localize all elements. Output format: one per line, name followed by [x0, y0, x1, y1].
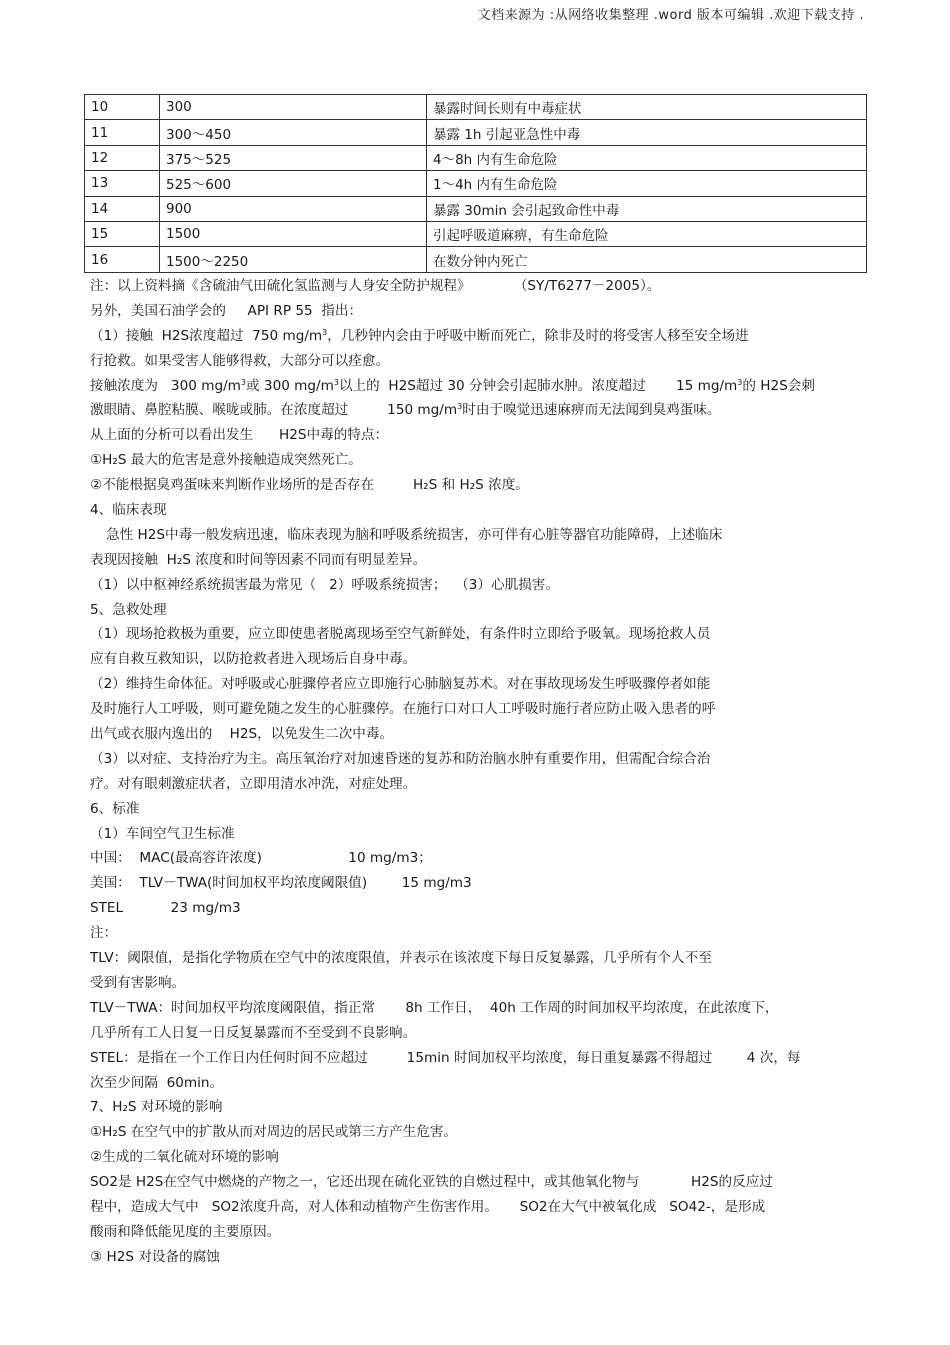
- toxicity-table: [84, 94, 867, 273]
- section-heading: 7、H₂S 对环境的影响: [90, 1099, 223, 1116]
- text-line: STEL 23 mg/m3: [90, 900, 241, 917]
- text-line: 几乎所有工人日复一日反复暴露而不至受到不良影响。: [90, 1024, 417, 1041]
- text-span: ，几秒钟内会由于呼吸中断而死亡，除非及时的将受害人移至安全场进: [327, 327, 749, 344]
- header-note: 文档来源为 :从网络收集整理 .word 版本可编辑 .欢迎下载支持 .: [477, 8, 864, 23]
- text-line: 注：: [90, 925, 118, 942]
- text-line: 出气或衣服内逸出的 H2S，以免发生二次中毒。: [90, 726, 394, 743]
- text-line: （1）现场抢救极为重要，应立即使患者脱离现场至空气新鲜处，有条件时立即给予吸氧。现场抢救人员: [90, 626, 711, 643]
- text-line: 受到有害影响。: [90, 974, 186, 991]
- text-line: ②不能根据臭鸡蛋味来判断作业场所的是否存在 H₂S 和 H₂S 浓度。: [90, 477, 529, 494]
- concentration-cell: 375～525: [160, 145, 427, 170]
- section-heading: 4、临床表现: [90, 502, 167, 519]
- superscript: 3: [737, 377, 743, 387]
- text-line: （1）以中枢神经系统损害最为常见（ 2）呼吸系统损害； （3）心肌损害。: [90, 576, 559, 593]
- concentration-cell: 525～600: [160, 171, 427, 196]
- text-span: 以上的 H2S超过 30 分钟会引起肺水肿。浓度超过 15 mg/m: [338, 377, 738, 394]
- document-body: [90, 274, 866, 1270]
- text-line: ③ H2S 对设备的腐蚀: [90, 1248, 220, 1265]
- text-line: 次至少间隔 60min。: [90, 1074, 224, 1091]
- row-index-cell: 15: [85, 221, 160, 246]
- row-index-cell: 16: [85, 247, 160, 272]
- text-line: 中国： MAC(最高容许浓度) 10 mg/m3；: [90, 850, 432, 867]
- text-line: SO2是 H2S在空气中燃烧的产物之一，它还出现在硫化亚铁的自燃过程中，或其他氧化物与 H2S的反应过: [90, 1174, 773, 1191]
- text-span: 接触浓度为 300 mg/m: [90, 377, 241, 394]
- row-index-cell: 12: [85, 145, 160, 170]
- effect-cell: 暴露 30min 会引起致命性中毒: [427, 196, 867, 221]
- effect-cell: 暴露 1h 引起亚急性中毒: [427, 120, 867, 145]
- table-row: [85, 247, 867, 272]
- text-line: 从上面的分析可以看出发生 H2S中毒的特点：: [90, 427, 389, 444]
- superscript: 3: [333, 377, 339, 387]
- section-heading: 5、急救处理: [90, 601, 167, 618]
- text-line: 应有自救互救知识，以防抢救者进入现场后自身中毒。: [90, 651, 417, 668]
- text-line: TLV：阈限值，是指化学物质在空气中的浓度限值，并表示在该浓度下每日反复暴露，几乎所有个人不至: [90, 950, 712, 967]
- row-index-cell: 11: [85, 120, 160, 145]
- text-line: 急性 H2S中毒一般发病迅速，临床表现为脑和呼吸系统损害，亦可伴有心脏等器官功能障碍，上述临床: [106, 526, 723, 543]
- text-line: 行抢救。如果受害人能够得救，大部分可以痊愈。: [90, 352, 390, 369]
- text-span: 时由于嗅觉迅速麻痹而无法闻到臭鸡蛋味。: [462, 402, 721, 419]
- text-line: 酸雨和降低能见度的主要原因。: [90, 1223, 281, 1240]
- text-line: ①H₂S 最大的危害是意外接触造成突然死亡。: [90, 452, 362, 469]
- table-row: [85, 221, 867, 246]
- superscript: 3: [457, 402, 463, 412]
- text-line: 注：以上资料摘《含硫油气田硫化氢监测与人身安全防护规程》 （SY/T6277－2005）。: [90, 278, 661, 294]
- text-line: 及时施行人工呼吸，则可避免随之发生的心脏骤停。在施行口对口人工呼吸时施行者应防止吸入患者的呼: [90, 701, 716, 718]
- row-index-cell: 10: [85, 95, 160, 120]
- text-line: TLV－TWA：时间加权平均浓度阈限值，指正常 8h 工作日， 40h 工作周的时间加权平均浓度，在此浓度下，: [90, 999, 779, 1016]
- concentration-cell: 300: [160, 95, 427, 120]
- effect-cell: 在数分钟内死亡: [427, 247, 867, 272]
- text-line: 程中，造成大气中 SO2浓度升高，对人体和动植物产生伤害作用。 SO2在大气中被氧化成 SO42-，是形成: [90, 1198, 766, 1215]
- text-line: （3）以对症、支持治疗为主。高压氧治疗对加速昏迷的复苏和防治脑水肿有重要作用，但需配合综合治: [90, 750, 711, 767]
- text-span: 或 300 mg/m: [246, 377, 334, 394]
- effect-cell: 4～8h 内有生命危险: [427, 145, 867, 170]
- text-line: [90, 374, 866, 399]
- text-span: 激眼睛、鼻腔粘膜、喉咙或肺。在浓度超过 150 mg/m: [90, 402, 458, 419]
- text-line: [90, 324, 866, 349]
- effect-cell: 1～4h 内有生命危险: [427, 171, 867, 196]
- superscript: 3: [240, 377, 246, 387]
- text-span: 的 H2S会刺: [742, 377, 815, 394]
- row-index-cell: 13: [85, 171, 160, 196]
- table-row: [85, 145, 867, 170]
- table-row: [85, 95, 867, 120]
- text-line: 疗。对有眼刺激症状者，立即用清水冲洗，对症处理。: [90, 775, 417, 792]
- concentration-cell: 900: [160, 196, 427, 221]
- text-line: STEL：是指在一个工作日内任何时间不应超过 15min 时间加权平均浓度，每日重复暴露不得超过 4 次，每: [90, 1049, 801, 1066]
- text-line: （2）维持生命体征。对呼吸或心脏骤停者应立即施行心肺脑复苏术。对在事故现场发生呼吸骤停者如能: [90, 676, 711, 693]
- text-line: 美国： TLV－TWA(时间加权平均浓度阈限值) 15 mg/m3: [90, 875, 472, 892]
- table-row: [85, 196, 867, 221]
- text-line: ①H₂S 在空气中的扩散从而对周边的居民或第三方产生危害。: [90, 1124, 458, 1141]
- concentration-cell: 300～450: [160, 120, 427, 145]
- text-line: ②生成的二氧化硫对环境的影响: [90, 1149, 279, 1166]
- text-line: [90, 398, 866, 423]
- text-line: 表现因接触 H₂S 浓度和时间等因素不同而有明显差异。: [90, 551, 427, 568]
- row-index-cell: 14: [85, 196, 160, 221]
- table-row: [85, 120, 867, 145]
- text-line: （1）车间空气卫生标准: [90, 825, 235, 842]
- text-line: 另外，美国石油学会的 API RP 55 指出：: [90, 302, 363, 319]
- concentration-cell: 1500: [160, 221, 427, 246]
- table-row: [85, 171, 867, 196]
- text-span: （1）接触 H2S浓度超过 750 mg/m: [90, 327, 323, 344]
- superscript: 3: [322, 327, 328, 337]
- section-heading: 6、标准: [90, 800, 140, 817]
- concentration-cell: 1500～2250: [160, 247, 427, 272]
- effect-cell: 暴露时间长则有中毒症状: [427, 95, 867, 120]
- effect-cell: 引起呼吸道麻痹，有生命危险: [427, 221, 867, 246]
